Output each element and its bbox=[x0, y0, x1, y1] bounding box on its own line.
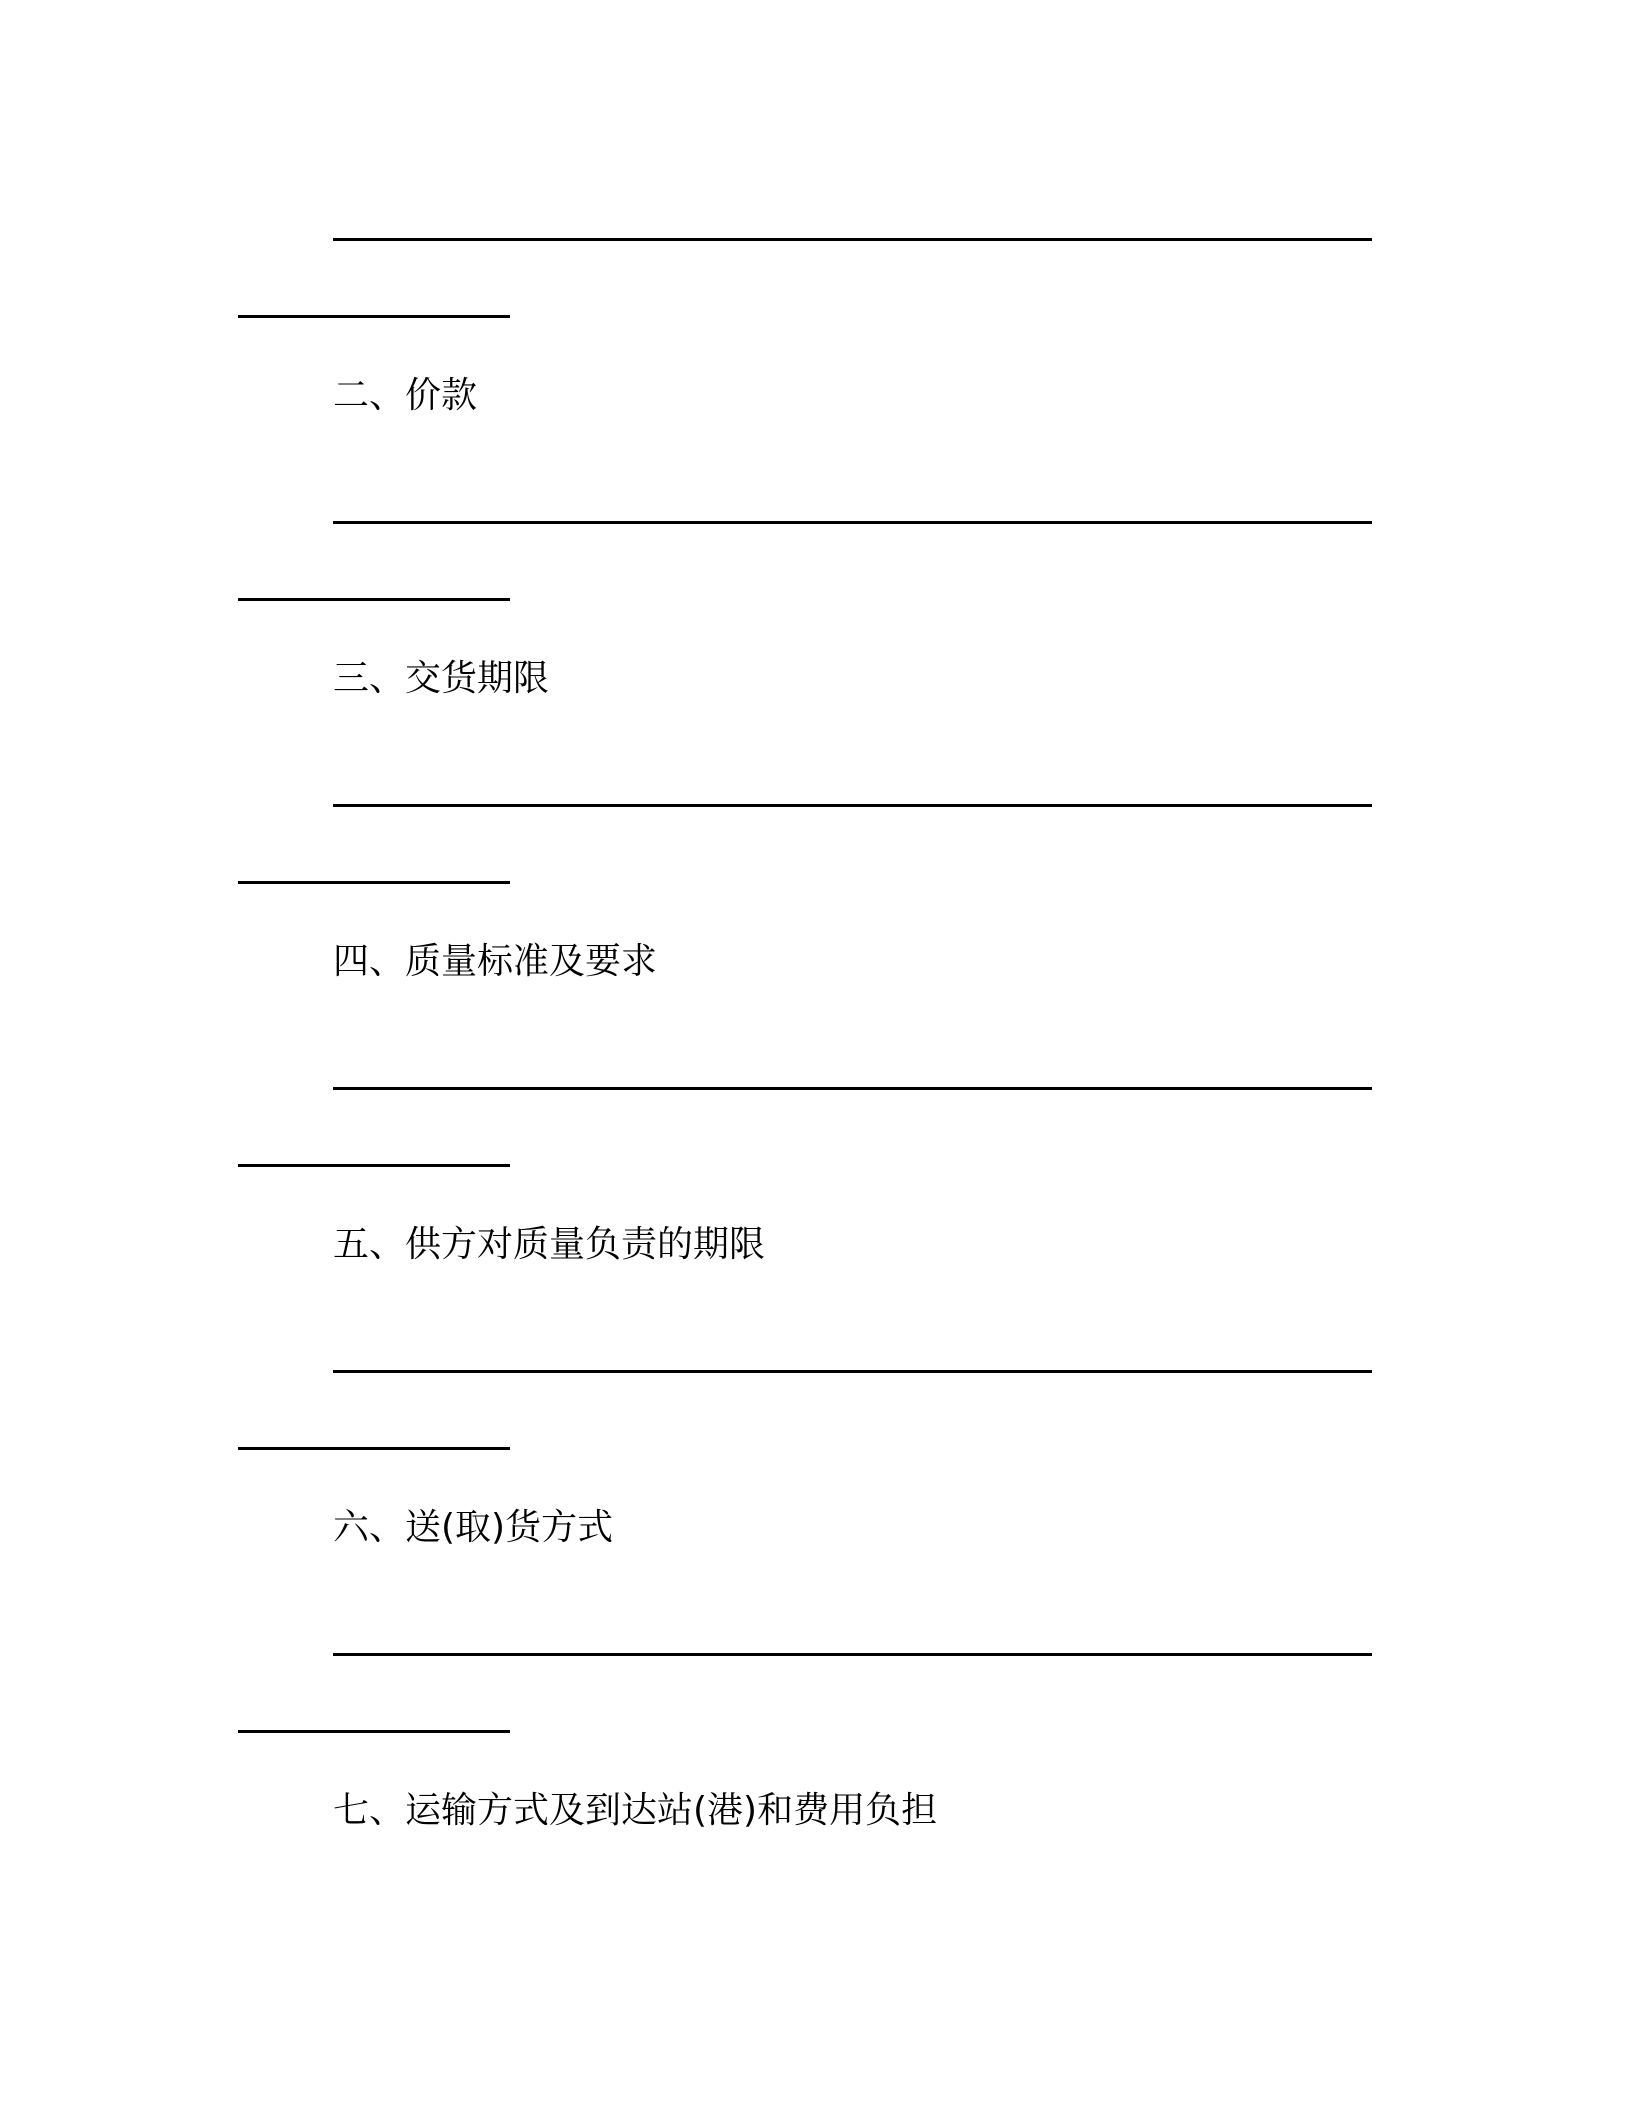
fill-in-blank-line-continuation[interactable] bbox=[238, 1730, 510, 1733]
section-heading-delivery-period: 三、交货期限 bbox=[333, 658, 550, 699]
fill-in-blank-line-continuation[interactable] bbox=[238, 598, 510, 601]
section-heading-transport-and-costs: 七、运输方式及到达站(港)和费用负担 bbox=[333, 1790, 938, 1831]
fill-in-blank-line[interactable] bbox=[333, 238, 1372, 241]
fill-in-blank-line-continuation[interactable] bbox=[238, 881, 510, 884]
fill-in-blank-line-continuation[interactable] bbox=[238, 1447, 510, 1450]
fill-in-blank-line[interactable] bbox=[333, 1087, 1372, 1090]
fill-in-blank-line[interactable] bbox=[333, 1370, 1372, 1373]
fill-in-blank-line-continuation[interactable] bbox=[238, 1164, 510, 1167]
section-heading-delivery-method: 六、送(取)货方式 bbox=[333, 1507, 614, 1548]
fill-in-blank-line[interactable] bbox=[333, 521, 1372, 524]
fill-in-blank-line-continuation[interactable] bbox=[238, 315, 510, 318]
section-heading-quality-standards: 四、质量标准及要求 bbox=[333, 941, 658, 982]
fill-in-blank-line[interactable] bbox=[333, 804, 1372, 807]
section-heading-quality-responsibility-period: 五、供方对质量负责的期限 bbox=[333, 1224, 766, 1265]
section-heading-price: 二、价款 bbox=[333, 375, 478, 416]
fill-in-blank-line[interactable] bbox=[333, 1653, 1372, 1656]
